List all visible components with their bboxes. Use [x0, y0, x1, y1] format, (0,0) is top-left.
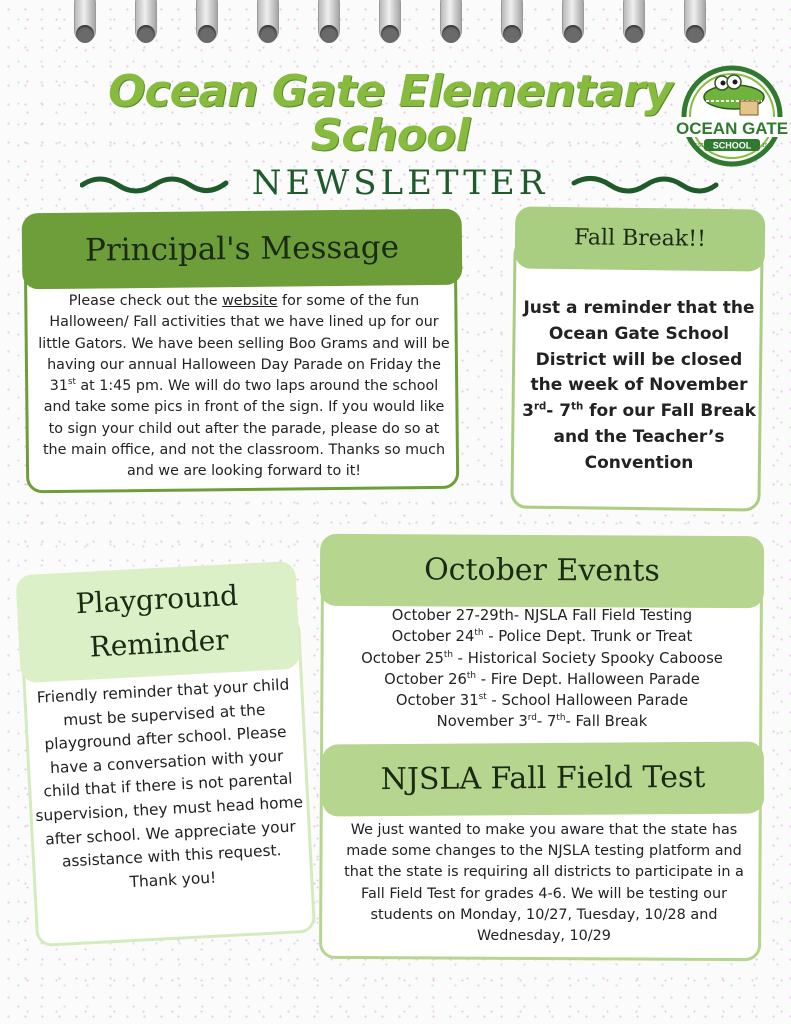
- binding-ring: [440, 0, 462, 42]
- october-events-list: [330, 605, 754, 733]
- event-part: st: [478, 692, 487, 703]
- event-part: - Fire Dept. Halloween Parade: [476, 670, 700, 688]
- event-part: - Fall Break: [565, 713, 648, 731]
- principal-text-2: for some of the fun Halloween/ Fall activities that we have lined up for our little Gators. We have been selling Boo Grams and will be having our annual Halloween Day Parade on Friday the 31: [38, 293, 450, 395]
- fall-text-2: - 7: [546, 401, 572, 422]
- event-part: October 26: [384, 670, 467, 688]
- event-part: - 7: [536, 713, 557, 731]
- principal-message: [36, 291, 452, 483]
- binding-ring: [318, 0, 340, 42]
- event-item: [330, 626, 754, 647]
- event-item: [330, 690, 754, 711]
- school-logo: [676, 65, 788, 167]
- logo-name: OCEAN GATE: [676, 119, 788, 138]
- event-part: - Police Dept. Trunk or Treat: [483, 628, 693, 646]
- fall-text-3: for our Fall Break and the Teacher’s Convention: [553, 401, 756, 473]
- event-part: October 24: [391, 628, 475, 646]
- binding-ring: [684, 0, 706, 42]
- playground-message: Friendly reminder that your child must be supervised at the playground after school. Please have a conversation with your child that if there is not parental supervision, they must head home after school. We appreciate your assistance with this request. Thank you!: [34, 675, 304, 891]
- njsla-heading: NJSLA Fall Field Test: [322, 741, 764, 816]
- event-item: [330, 711, 754, 732]
- fall-break-heading: Fall Break!!: [515, 206, 766, 271]
- binding-ring: [562, 0, 584, 42]
- binding-ring: [196, 0, 218, 42]
- event-part: th: [466, 670, 477, 681]
- event-item: [330, 605, 754, 626]
- fall-text-1: Just a reminder that the Ocean Gate School District will be closed the week of November 3: [522, 298, 755, 422]
- binding-ring: [257, 0, 279, 42]
- school-title-line2: School: [310, 110, 470, 161]
- event-part: October 31: [395, 692, 479, 710]
- principal-sup: st: [67, 377, 76, 388]
- binding-ring: [623, 0, 645, 42]
- principal-heading: Principal's Message: [22, 209, 463, 290]
- october-heading: October Events: [320, 534, 764, 608]
- binding-ring: [74, 0, 96, 42]
- school-title: [60, 66, 720, 161]
- right-squiggle-icon: [570, 171, 720, 195]
- binding-ring: [379, 0, 401, 42]
- fall-sup-2: th: [571, 401, 584, 413]
- event-part: November 3: [436, 713, 528, 731]
- event-part: th: [443, 649, 453, 660]
- website-link[interactable]: website: [222, 293, 278, 309]
- logo-est: EST.: [694, 143, 705, 149]
- principal-text-3: at 1:45 pm. We will do two laps around the school and take some pics in front of the sign. If you would like to sign your child out after the parade, please do so at the main office, and not the classroom. Thanks so much and we are looking forward to it!: [42, 378, 446, 480]
- binding-ring: [501, 0, 523, 42]
- event-part: th: [474, 628, 484, 639]
- event-part: - Historical Society Spooky Caboose: [452, 649, 723, 667]
- event-part: th: [556, 713, 566, 724]
- fall-break-message: [520, 296, 758, 477]
- spiral-binding: [0, 0, 791, 60]
- binding-ring: [135, 0, 157, 42]
- newsletter-label: NEWSLETTER: [251, 163, 549, 203]
- logo-sub: SCHOOL: [712, 140, 752, 151]
- principal-text-1: Please check out the: [68, 293, 223, 309]
- event-part: - School Halloween Parade: [486, 692, 689, 710]
- event-part: October 25: [361, 649, 444, 667]
- fall-sup-1: rd: [533, 401, 547, 413]
- event-item: [330, 648, 754, 669]
- newsletter-banner: [80, 163, 720, 203]
- event-part: October 27-29th- NJSLA Fall Field Testing: [391, 607, 693, 624]
- playground-heading-line2: Reminder: [88, 623, 230, 664]
- school-title-line1: Ocean Gate Elementary: [108, 66, 672, 117]
- playground-heading: [15, 561, 300, 684]
- logo-year: 1964: [762, 143, 774, 149]
- event-item: [330, 669, 754, 690]
- playground-heading-line1: Playground: [74, 578, 239, 621]
- event-part: rd: [527, 713, 537, 724]
- njsla-message: We just wanted to make you aware that the state has made some changes to the NJSLA testing platform and that the state is requiring all districts to participate in a Fall Field Test for grades 4-6. We will be testing our students on Monday, 10/27, Tuesday, 10/28 and Wednesday, 10/29: [344, 822, 744, 945]
